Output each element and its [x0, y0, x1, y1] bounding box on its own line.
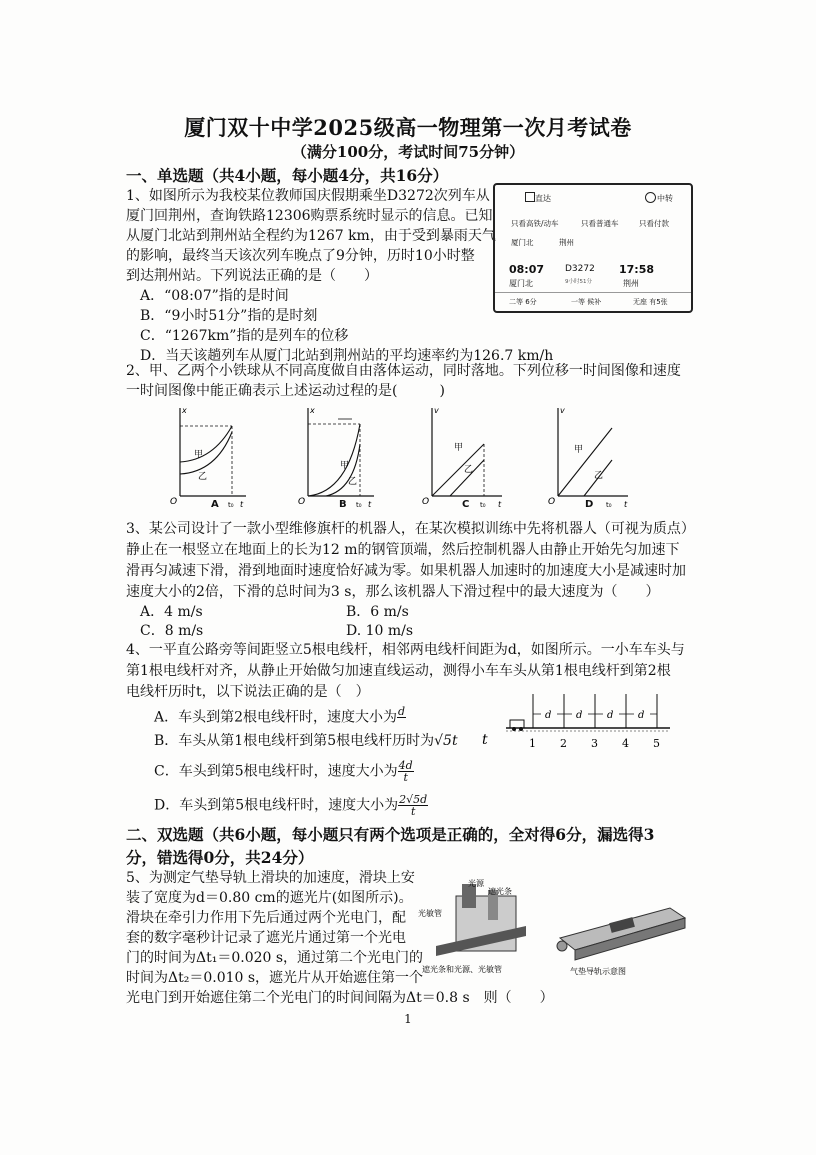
q3-option-b: B．6 m/s — [346, 604, 409, 620]
ticket-from-station: 厦门北 — [511, 238, 534, 247]
q1-option-b: B．“9小时51分”指的是时刻 — [140, 308, 318, 324]
q4-option-d — [154, 794, 428, 817]
graph-d-yi: 乙 — [594, 471, 604, 481]
q5-line: 装了宽度为d＝0.80 cm的遮光片(如图所示)。 — [126, 890, 413, 906]
q4-option-b — [154, 732, 458, 750]
q1-line: 到达荆州站。下列说法正确的是（ ） — [126, 268, 378, 284]
graph-b-origin: O — [298, 497, 306, 507]
q4-option-c-den: t — [403, 771, 408, 784]
q4-option-d-text: D．车头到第5根电线杆时，速度大小为 — [154, 797, 399, 814]
transfer-icon — [645, 192, 656, 203]
seg-label: d — [545, 710, 552, 721]
section2-heading-line1: 二、双选题（共6小题，每小题只有两个选项是正确的，全对得6分，漏选得3 — [126, 825, 655, 844]
ticket-seat: 一等 候补 — [571, 298, 602, 306]
graph-c-t0: t₀ — [480, 501, 486, 509]
q4-option-b-text: B．车头从第1根电线杆到第5根电线杆历时为 — [154, 733, 435, 749]
q4-line: 电线杆历时t，以下说法正确的是（ ） — [126, 684, 370, 700]
graph-d-jia: 甲 — [574, 445, 584, 455]
ticket-to-label: 荆州 — [623, 279, 639, 288]
pole-number: 1 — [529, 737, 536, 750]
ticket-seat: 无座 有5张 — [633, 298, 668, 306]
ticket-arrive-time: 17:58 — [619, 263, 655, 276]
graph-a-t0: t₀ — [228, 501, 234, 509]
q4-option-c-text: C．车头到第5根电线杆时，速度大小为 — [154, 763, 398, 780]
q1-line: 厦门回荆州，查询铁路12306购票系统时显示的信息。已知 — [126, 208, 493, 224]
ticket-screenshot — [493, 183, 693, 313]
graph-b-yaxis: x — [310, 406, 315, 415]
exam-subtitle: （满分100分，考试时间75分钟） — [291, 143, 525, 161]
pic1-caption: 遮光条和光源、光敏管 — [422, 965, 502, 974]
graph-b-letter: B — [339, 499, 347, 510]
graph-d-origin: O — [548, 497, 556, 507]
q3-line: 静止在一根竖立在地面上的长为12 m的钢管顶端，然后控制机器人由静止开始先匀加速下 — [126, 542, 680, 558]
ticket-divider — [495, 292, 691, 293]
q4-option-a — [154, 706, 406, 729]
graph-c-jia: 甲 — [454, 443, 464, 453]
ticket-tab: 只看付款 — [639, 219, 669, 228]
q5-line: 套的数字毫秒计记录了遮光片通过第一个光电 — [126, 930, 406, 946]
ticket-train-no: D3272 — [565, 264, 595, 274]
graph-c-yaxis: v — [434, 406, 439, 415]
diagram-note: t — [482, 732, 488, 748]
seg-label: d — [576, 710, 583, 721]
q3-option-a: A．4 m/s — [140, 604, 203, 620]
pole-number: 5 — [653, 737, 660, 750]
q4-option-a-text: A．车头到第2根电线杆时，速度大小为 — [154, 709, 398, 726]
graph-c-letter: C — [462, 499, 470, 510]
q2-line: 2、甲、乙两个小铁球从不同高度做自由落体运动，同时落地。下列位移一时间图像和速度 — [126, 363, 681, 379]
graph-a-yaxis: x — [182, 406, 187, 415]
graph-d-xaxis: t — [624, 500, 628, 509]
q5-line: 光电门到开始遮住第二个光电门的时间间隔为Δt＝0.8 s 则（ ） — [126, 990, 554, 1006]
q4-option-d-num: 2√5d — [399, 793, 428, 806]
section1-heading: 一、单选题（共4小题，每小题4分，共16分） — [126, 166, 449, 185]
graph-d-letter: D — [585, 499, 594, 510]
q4-option-c — [154, 760, 414, 783]
graph-a-origin: O — [170, 497, 178, 507]
q3-option-c: C．8 m/s — [140, 623, 204, 639]
graph-c-yi: 乙 — [464, 465, 474, 475]
ticket-from-label: 厦门北 — [509, 279, 533, 288]
graph-c — [420, 404, 505, 514]
ticket-duration: 9小时51分 — [565, 279, 592, 285]
car-icon — [510, 720, 524, 728]
graph-c-origin: O — [422, 497, 430, 507]
q3-line: 3、某公司设计了一款小型维修旗杆的机器人，在某次模拟训练中先将机器人（可视为质点） — [126, 521, 695, 537]
ticket-transfer: 中转 — [657, 194, 673, 203]
ticket-direct: 直达 — [535, 194, 551, 203]
q3-line: 滑再匀减速下滑，滑到地面时速度恰好减为零。如果机器人加速时的加速度大小是减速时加 — [126, 563, 686, 579]
direct-icon — [525, 192, 535, 202]
pole-diagram — [470, 680, 700, 758]
pole-number: 2 — [560, 737, 567, 750]
pic2-caption: 气垫导轨示意图 — [570, 967, 626, 976]
graph-a-letter: A — [211, 499, 219, 510]
graph-b-t0: t₀ — [356, 501, 362, 509]
graph-a — [168, 404, 248, 514]
pic1-label: 光源 — [468, 879, 484, 888]
ticket-tab: 只看高铁/动车 — [511, 219, 559, 228]
seg-label: d — [638, 710, 645, 721]
q1-option-a: A．“08:07”指的是时间 — [140, 288, 289, 304]
graph-b-jia: 甲 — [340, 461, 350, 471]
q5-line: 5、为测定气垫导轨上滑块的加速度，滑块上安 — [126, 870, 415, 886]
graph-a-yi: 乙 — [198, 472, 208, 482]
graph-b — [296, 404, 376, 514]
graph-d — [546, 404, 631, 514]
q4-option-d-den: t — [410, 805, 416, 818]
exam-title: 厦门双十中学2025级高一物理第一次月考试卷 — [184, 115, 632, 140]
ticket-seat: 二等 6分 — [509, 298, 537, 306]
photogate-picture — [416, 876, 536, 976]
q3-option-d: D. 10 m/s — [346, 623, 414, 639]
q1-line: 1、如图所示为我校某位教师国庆假期乘坐D3272次列车从 — [126, 188, 490, 204]
pole-number: 4 — [622, 737, 629, 750]
q4-option-b-value: √5t — [434, 733, 458, 749]
q5-line: 时间为Δt₂＝0.010 s，遮光片从开始遮住第一个 — [126, 970, 424, 986]
q1-line: 从厦门北站到荆州站全程约为1267 km，由于受到暴雨天气 — [126, 228, 496, 244]
graph-c-xaxis: t — [498, 500, 502, 509]
pic1-label: 光敏管 — [418, 909, 442, 918]
q4-line: 4、一平直公路旁等间距竖立5根电线杆，相邻两电线杆间距为d，如图所示。一小车车头与 — [126, 642, 685, 658]
graph-d-t0: t₀ — [606, 501, 612, 509]
q1-option-d: D．当天该趟列车从厦门北站到荆州站的平均速率约为126.7 km/h — [140, 348, 554, 364]
q1-line: 的影响，最终当天该次列车晚点了9分钟，历时10小时整 — [126, 248, 475, 264]
q4-line: 第1根电线杆对齐，从静止开始做匀加速直线运动，测得小车车头从第1根电线杆到第2根 — [126, 663, 671, 679]
q5-line: 门的时间为Δt₁＝0.020 s，通过第二个光电门的 — [126, 950, 424, 966]
q3-line: 速度大小的2倍，下滑的总时间为3 s，那么该机器人下滑过程中的最大速度为（ ） — [126, 584, 660, 600]
graph-d-yaxis: v — [560, 406, 565, 415]
air-track-picture — [550, 898, 690, 978]
graph-a-jia: 甲 — [194, 450, 204, 460]
graph-b-xaxis: t — [368, 500, 372, 509]
pole-number: 3 — [591, 737, 598, 750]
q4-option-c-num: 4d — [398, 759, 413, 772]
q2-line: 一时间图像中能正确表示上述运动过程的是( ) — [126, 383, 445, 399]
ticket-tab: 只看普通车 — [581, 219, 619, 228]
q5-line: 滑块在牵引力作用下先后通过两个光电门，配 — [126, 910, 406, 926]
ticket-depart-time: 08:07 — [509, 263, 545, 276]
section2-heading-line2: 分，错选得0分，共24分） — [126, 848, 314, 867]
graph-a-xaxis: t — [240, 500, 244, 509]
q1-option-c: C．“1267km”指的是列车的位移 — [140, 328, 349, 344]
page-number: 1 — [404, 1012, 412, 1026]
pic1-label: 遮光条 — [488, 887, 512, 896]
ticket-to-station: 荆州 — [559, 238, 574, 247]
seg-label: d — [607, 710, 614, 721]
graph-b-yi: 乙 — [348, 477, 358, 487]
q4-option-a-num: d — [398, 705, 406, 718]
